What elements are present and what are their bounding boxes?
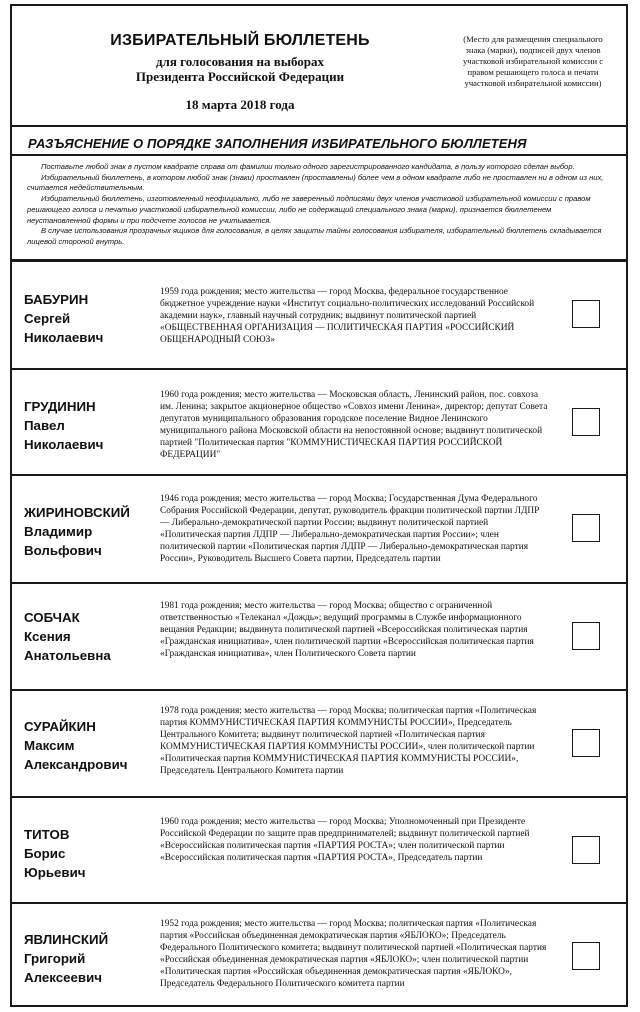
candidate-name [24,825,164,882]
vote-checkbox[interactable] [572,942,600,970]
candidate-info: 1978 года рождения; место жительства — город Москва; политическая партия «Политическая партия КОММУНИСТИЧЕСКАЯ ПАРТИЯ КОММУНИСТЫ РОССИИ», Председатель Центрального Комитета; выдвинут политической партией «Политическая партия КОММУНИСТИЧЕСКАЯ ПАРТИЯ КОММУНИСТЫ РОССИИ», член политической партии «Политическая партия КОММУНИСТИЧЕСКАЯ ПАРТИЯ КОММУНИСТЫ РОССИИ», Председатель Центрального Комитета партии [160,706,537,776]
instruction-paragraph: В случае использования прозрачных ящиков для голосования, в целях защиты тайны голосования избирателя, избирательный бюллетень складывается лицевой стороной внутрь. [27,226,602,246]
candidate-patronymic: Вольфович [24,543,102,558]
candidate-surname: БАБУРИН [24,292,89,307]
candidate-surname: СОБЧАК [24,610,80,625]
vote-checkbox[interactable] [572,622,600,650]
ballot-subtitle-1: для голосования на выборах [155,54,325,69]
explanation-divider [12,154,626,156]
vote-checkbox[interactable] [572,408,600,436]
ballot [10,4,628,1007]
candidate-info: 1960 года рождения; место жительства — Московская область, Ленинский район, пос. совхоза им. Ленина; закрытое акционерное общество «Совхоз имени Ленина», директор; депутат Совета депутатов муниципального образования городское поселение Видное Ленинского муниципального района Московской области на непостоянной основе; выдвинут политической партией "Политическая партия "КОММУНИСТИЧЕСКАЯ ПАРТИЯ РОССИЙСКОЙ ФЕДЕРАЦИИ" [160,390,548,460]
candidate-name [24,503,164,560]
candidate-info: 1960 года рождения; место жительства — город Москва; Уполномоченный при Президенте Российской Федерации по защите прав предпринимателей; выдвинут политической партией «Всероссийская политическая партия «ПАРТИЯ РОСТА»; член политической партии «Всероссийская политическая партия «ПАРТИЯ РОСТА», Председатель партии [160,817,530,863]
candidate-patronymic: Анатольевна [24,648,111,663]
candidate-name [24,608,164,665]
candidate-info: 1946 года рождения; место жительства — город Москва; Государственная Дума Федерального Собрания Российской Федерации, депутат, руководитель фракции политической партии ЛДПР — Либерально-демократической партии России; выдвинут политической партией «Политическая партия ЛДПР — Либерально-демократическая партия России»; член политической партии «Политическая партия ЛДПР — Либерально-демократическая партия России», Руководитель Высшего Совета партии, Председатель партии [160,494,540,564]
instruction-paragraph: Поставьте любой знак в пустом квадрате справа от фамилии только одного зарегистрированного кандидата, в пользу которого сделан выбор. [41,162,575,171]
candidate-first-name: Борис [24,846,66,861]
candidate-surname: СУРАЙКИН [24,719,96,734]
candidate-row [12,582,626,686]
instruction-paragraph: Избирательный бюллетень, изготовленный неофициально, либо не заверенный подписями двух членов участковой избирательной комиссии с правом решающего голоса и печатью участковой избирательной комиссии, либо не содержащий специального знака (марки), признается бюллетенем неустановленной формы и при подсчете голосов не учитывается. [27,194,591,225]
vote-checkbox[interactable] [572,514,600,542]
candidate-first-name: Сергей [24,311,71,326]
candidate-surname: ТИТОВ [24,827,70,842]
candidate-surname: ЖИРИНОВСКИЙ [24,505,130,520]
candidate-row [12,368,626,472]
candidate-row [12,689,626,793]
candidate-first-name: Ксения [24,629,71,644]
candidate-patronymic: Николаевич [24,437,104,452]
vote-checkbox[interactable] [572,836,600,864]
candidate-surname: ГРУДИНИН [24,399,96,414]
candidate-surname: ЯВЛИНСКИЙ [24,932,109,947]
candidate-patronymic: Николаевич [24,330,104,345]
candidate-name [24,930,164,987]
candidate-row [12,474,626,578]
candidate-first-name: Павел [24,418,65,433]
ballot-subtitle-2: Президента Российской Федерации [135,69,345,84]
ballot-title: ИЗБИРАТЕЛЬНЫЙ БЮЛЛЕТЕНЬ [110,32,370,49]
election-date: 18 марта 2018 года [185,97,295,112]
candidate-info: 1959 года рождения; место жительства — город Москва, федеральное государственное бюджетное учреждение науки «Институт социально-политических исследований Российской академии наук», главный научный сотрудник; выдвинут политической партией «ОБЩЕСТВЕННАЯ ОРГАНИЗАЦИЯ — ПОЛИТИЧЕСКАЯ ПАРТИЯ «РОССИЙСКИЙ ОБЩЕНАРОДНЫЙ СОЮЗ» [160,287,535,345]
candidate-first-name: Максим [24,738,75,753]
candidate-patronymic: Александрович [24,757,128,772]
instruction-paragraph: Избирательный бюллетень, в котором любой знак (знаки) проставлен (проставлены) более чем в одном квадрате либо не проставлен ни в одном из них, считается недействительным. [27,172,604,193]
candidate-row [12,796,626,900]
candidate-patronymic: Юрьевич [24,865,86,880]
candidate-name [24,397,164,454]
vote-checkbox[interactable] [572,729,600,757]
instructions [27,162,617,248]
explanation-title: РАЗЪЯСНЕНИЕ О ПОРЯДКЕ ЗАПОЛНЕНИЯ ИЗБИРАТЕЛЬНОГО БЮЛЛЕТЕНЯ [28,136,527,151]
candidate-first-name: Владимир [24,524,93,539]
header-divider [12,125,626,127]
candidate-info: 1952 года рождения; место жительства — город Москва; политическая партия «Политическая партия «Российская объединенная демократическая партия «ЯБЛОКО»; Председатель Федерального Политического комитета; выдвинут политической партией «Политическая партия «Российская объединенная демократическая партия «ЯБЛОКО»; член политической партии «Политическая партия «Российская объединенная демократическая партия «ЯБЛОКО», Председатель Федерального Политического комитета партии [160,919,547,989]
candidate-patronymic: Алексеевич [24,970,103,985]
stamp-placement-note: (Место для размещения специального знака (марки), подписей двух членов участковой избирательной комиссии с правом решающего голоса и печати участковой избирательной комиссии) [462,34,604,88]
candidate-name [24,290,164,347]
candidate-row [12,902,626,1005]
candidate-first-name: Григорий [24,951,86,966]
vote-checkbox[interactable] [572,300,600,328]
candidate-name [24,717,164,774]
candidate-info: 1981 года рождения; место жительства — город Москва; общество с ограниченной ответственностью «Телеканал «Дождь»; ведущий программы в Службе информационного вещания Редакции; выдвинута политической партией «Всероссийская политическая партия «Гражданская инициатива», член политической партии «Всероссийская политическая партия «Гражданская инициатива», член Политического Совета партии [160,601,534,659]
candidate-row [12,262,626,366]
ballot-header [12,6,626,126]
